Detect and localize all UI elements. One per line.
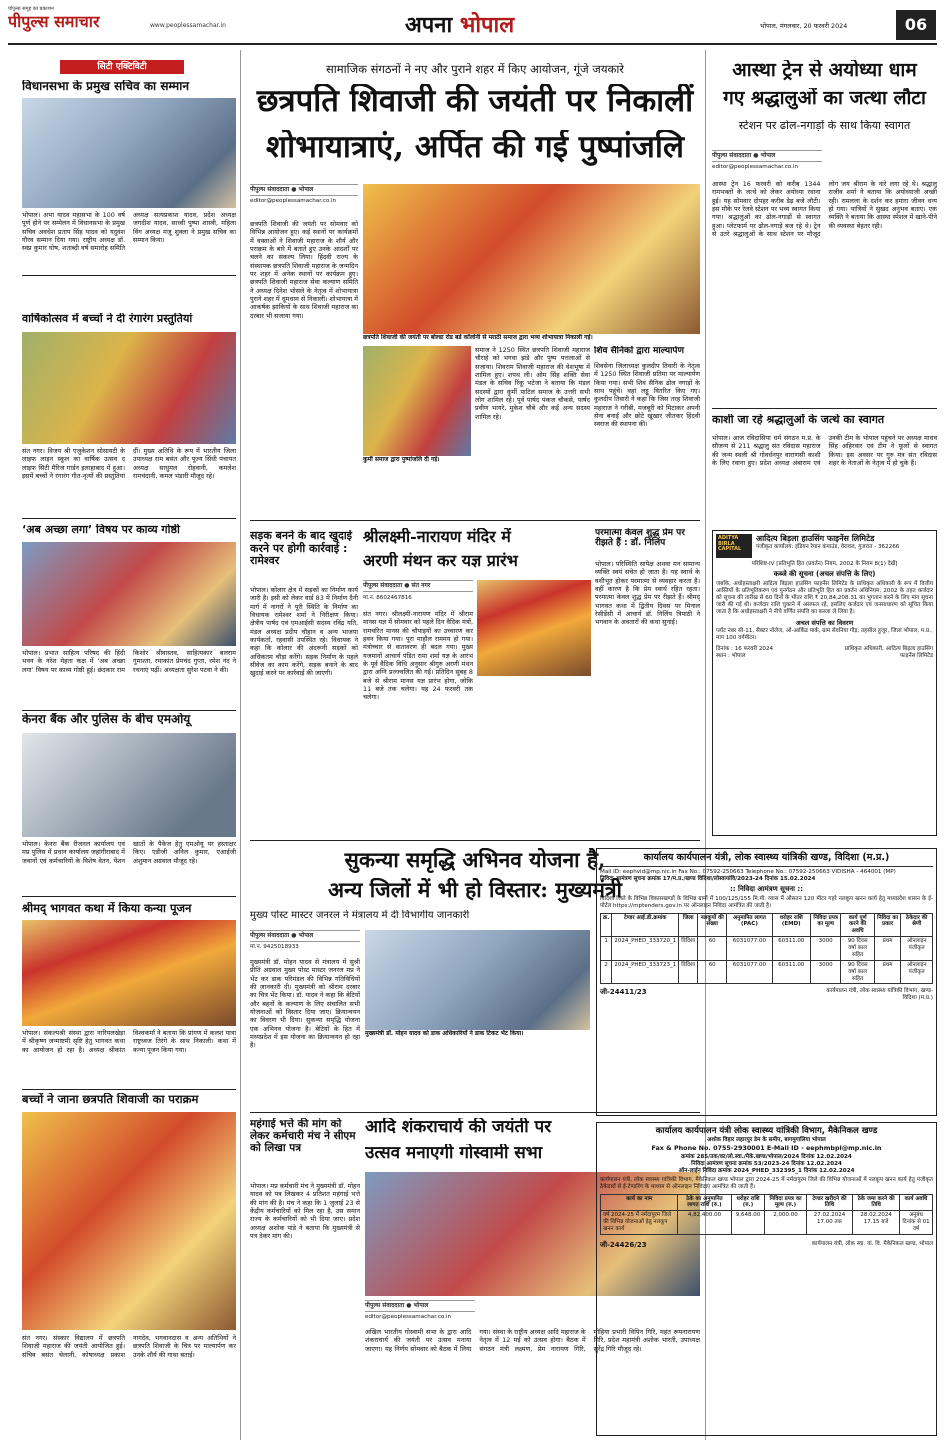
ayodhya-email[interactable]: editor@peoplessamachar.co.in <box>712 164 799 170</box>
col-header: कार्य का नाम <box>601 1194 678 1211</box>
col-header: नलकूपों की संख्या <box>698 913 727 937</box>
col-header: कार्य अवधि <box>899 1194 932 1211</box>
story1-headline: विधानसभा के प्रमुख सचिव का सम्मान <box>22 80 189 93</box>
mech-office: कार्यालय कार्यपालन यंत्री लोक स्वास्थ्य यांत्रिकी विभाग, मैकेनिकल खण्ड <box>655 1126 878 1136</box>
vidisha-tender-notice <box>596 848 937 1116</box>
sukanya-headline-line2: अन्य जिलों में भी हो विस्तार: मुख्यमंत्री <box>328 878 622 902</box>
vidisha-tender-table <box>600 913 933 985</box>
notice-date: दिनांक : 16 फरवरी 2024 <box>716 645 774 652</box>
mechanical-tender-notice <box>596 1122 937 1436</box>
story5-text: भोपाल। संकल्पश्री संस्था द्वारा नारियलखेड़ा में श्रीकृष्ण जन्माष्टमी सृष्टि हेतु भागवत कथा का आयोजन हो रहा है। अध्यक्ष श्रीकांत विश्वकर्मा ने बताया कि प्रांगण में कलश यात्रा राष्ट्रध्वज तिरंगे के साथ निकाली। कथा में कन्या पूजन किया गया। <box>22 1029 236 1054</box>
story6-headline: बच्चों ने जाना छत्रपति शिवाजी का पराक्रम <box>22 1093 199 1106</box>
kashi-headline: काशी जा रहे श्रद्धालुओं के जत्थे का स्वागत <box>712 414 885 426</box>
mech-ref2: निविदा आमंत्रण सूचना क्रमांक 53/2023-24 दिनांक 12.02.2024 <box>691 1160 842 1167</box>
vidisha-contact: Mail ID: eephvid@mp.nic.in Fax No.: 07592-250663 Telephone No.: 07592-250663 VIDISHA - 464001 (MP) <box>600 868 896 875</box>
vidisha-office: कार्यालय कार्यपालन यंत्री, लोक स्वास्थ्य यांत्रिकी खण्ड, विदिशा (म.प्र.) <box>600 852 933 867</box>
arni-mobile: मो.नं. 8602467816 <box>363 595 412 601</box>
vidisha-notice-no: निविदा आमंत्रण सूचना क्रमांक 17/म.प्र./खण्ड विदिशा/लोस्वायांवि/2023-24 दिनांक 15.02.2024 <box>600 875 816 882</box>
mahangai-text: भोपाल। मप्र कर्मचारी मंच ने मुख्यमंत्री डॉ. मोहन यादव को पत्र लिखकर 4 प्रतिशत महंगाई भत्ते की मांग की है। मंच ने कहा कि 1 जुलाई 23 से केंद्रीय कर्मचारियों को मिल रहा है, उस समान राज्य के कर्मचारियों को भी दिया जाए। प्रदेश अध्यक्ष अशोक पांडे ने बताया कि मुख्यमंत्री से पत्र देकर मांग की। <box>250 1182 360 1240</box>
road-headline: सड़क बनने के बाद खुदाई करने पर होगी कार्रवाई : रामेश्वर <box>250 530 353 568</box>
vidisha-footer-ref: जी-24411/23 <box>600 988 647 997</box>
sukanya-headline-line1: सुकन्या समृद्धि अभिनव योजना है, <box>344 848 606 872</box>
shankaracharya-headline-line1: आदि शंकराचार्य की जयंती पर <box>365 1118 552 1137</box>
story4-text: भोपाल। केनरा बैंक रीजनल कार्यालय एवं मप्र पुलिस में प्रधान कार्यालय जहांगीराबाद में जवानों एवं कर्मचारियों के विशेष वेतन, पेंशन खातों के पैकेज हेतु एमओयू पर हस्ताक्षर किए। एडीजी अनिल कुमार, एआईजी अंशुमान अग्रवाल मौजूद रहे। <box>22 840 236 865</box>
sukanya-text: मुख्यमंत्री डॉ. मोहन यादव से मंत्रालय में सुश्री प्रीति अग्रवाल मुख्य पोस्ट मास्टर जनरल मप्र ने भेंट कर डाक परिमंडल की विभिन्न गतिविधियों की जानकारी दी। मुख्यमंत्री को श्रीराम दरबार का चित्र भेंट किया। डॉ. यादव ने कहा कि बेटियों और बहनों के कल्याण के लिए संचालित सभी योजनाओं को विस्तार दिया जाए। क्रियान्वयन का विवरण भी दिया। सुकन्या समृद्धि योजना एक अभिनव योजना है। बेटियों के हित में मध्यप्रदेश में इस योजना का क्रियान्वयन हो रहा है। <box>250 958 360 1050</box>
col-header: अनुमानित लागत (PAC) <box>727 913 773 937</box>
col-header: ठेके का अनुमानित लागत राशि (रु.) <box>678 1194 731 1211</box>
mahangai-headline: महंगाई भत्ते की मांग को लेकर कर्मचारी मंच ने सीएम को लिखा पत्र <box>250 1118 356 1155</box>
road-text: भोपाल। कोलार क्षेत्र में सड़कों का निर्माण कार्य जारी है। इसी को लेकर वार्ड 83 में निर्माण दैनी मार्ग में नागरों ने पूरी स्थिति के निर्माण का विधायक रामेश्वर शर्मा ने निरीक्षण किया। क्षेत्रीय पार्षद एवं एमआईसी सदस्य रविंद्र यति, मंडल अध्यक्ष प्रदीप चौहान व अन्य भाजपा कार्यकर्ता, रहवासी उपस्थित रहे। विधायक ने कहा कि कोलार की अंदरूनी सड़कों को अधिकतम चौड़ा करेंगे। सड़क निर्माण के पहले सीवेज का काम करेंगे, सड़क बनाने के बाद खुदाई करने पर कार्रवाई की जाएगी। <box>250 586 358 678</box>
notice-subheading: परिशिष्ट-IV [प्रतिभूति हित (प्रवर्तन) नियम, 2002 के नियम 8(1) देखें] <box>751 561 898 567</box>
ayodhya-byline: पीपुल्स संवाददाता ● भोपाल <box>712 150 822 162</box>
story6-photo <box>22 1112 236 1330</box>
lead-byline: पीपुल्स संवाददाता ● भोपाल <box>250 184 358 196</box>
lead-headline-line1: छत्रपति शिवाजी की जयंती पर निकालीं <box>256 84 694 119</box>
col-header: निविदा प्रपत्र का मूल्य (रु.) <box>765 1194 806 1211</box>
col-header: टेण्डर खरीदने की तिथि <box>806 1194 853 1211</box>
sukanya-byline: पीपुल्स संवाददाता ● भोपाल <box>250 930 360 942</box>
dateline: भोपाल, मंगलवार, 20 फरवरी 2024 <box>760 22 848 30</box>
shankaracharya-text: अखिल भारतीय गोस्वामी सभा के द्वारा आदि शंकराचार्य की जयंती पर उत्सव मनाया जाएगा। यह निर्णय सोमवार को बैठक में लिया गया। संस्था के राष्ट्रीय अध्यक्ष आदि महाराज के नेतृत्व में 12 मई को उत्सव होगा। बैठक में संगठन मंत्री लक्ष्मण, प्रेम नारायण गिरि, मोहिया प्रभारी विपिन गिरि, महंत रूपनारायण गिरि, प्रदेश महामंत्री अशोक भारती, उपाध्यक्ष सुरेंद्र गिरि मौजूद रहे। <box>365 1328 700 1353</box>
aditya-birla-logo: ADITYA BIRLA CAPITAL <box>716 534 752 558</box>
shiv-sainik-text: शिवसेना जिलाध्यक्ष कुलदीप तिवारी के नेतृत्व में 1250 स्थित शिवाजी प्रतिमा पर माल्यार्पण किया गया। सभी शिव सैनिक ढोल नगाड़ों के साथ पहुंचे। वहां लड्डू वितरित किए गए। कुलदीप तिवारी ने कहा कि जिस तरह शिवाजी महाराज ने गरीबी, मजबूरी को मिटाकर अपनी सेना बनाई और छोटे खूंखार जीतकर हिंदवी स्वराज की स्थापना की। <box>594 362 700 429</box>
lead-photo-caption: छत्रपति शिवाजी की जयंती पर बोल्डा रोड बर्ड कॉलोनी से मराठी समाज द्वारा भव्य शोभायात्रा निकाली गई। <box>363 334 700 344</box>
story3-photo <box>22 542 236 646</box>
mech-contact[interactable]: Fax & Phone No. 0755-2930001 E-Mail ID - eephmbpl@mp.nic.in <box>651 1143 882 1152</box>
mech-address: अशोक विहार लहारपुर डेम के समीप, बागमुगालिया भोपाल <box>707 1136 826 1143</box>
paper-logo: पीपुल्स समूह का प्रकाशन पीपुल्स समाचार <box>8 6 100 32</box>
ayodhya-headline-line1: आस्था ट्रेन से अयोध्या धाम <box>732 60 917 81</box>
col-header: धरोहर राशि (EMD) <box>772 913 810 937</box>
sukanya-mobile: मो.नं. 9425018933 <box>250 944 299 950</box>
shiv-sainik-headline: शिव सैनिकों द्वारा माल्यार्पण <box>594 346 685 356</box>
mech-ref3: ऑन-लाईन निविदा क्रमांक 2024_PHED_332395_1 दिनांक 12.02.2024 <box>678 1167 855 1174</box>
story3-headline: ‘अब अच्छा लगा’ विषय पर काव्य गोष्ठी <box>22 524 180 536</box>
lead-text: छत्रपति शिवाजी की जयंती पर सोमवार को विभिन्न आयोजन हुए। कई स्थानों पर कार्यक्रमों में वक्ताओं ने शिवाजी महाराज के शौर्य और पराक्रम के बारे में बताते हुए उनके आदर्शों पर चलने का संकल्प लिया। हिंदवी राज्य के संस्थापक छत्रपति शिवाजी महाराज के जन्मदिन पर शहर में अनेक स्थानों पर कार्यक्रम हुए। छत्रपति शिवाजी महाराज सेवा कल्याण समिति ने अध्यक्ष दिनेश भोसले के नेतृत्व में शोभायात्रा पुराने शहर में धूमधाम से निकाली। शोभायात्रा में आकर्षक झांकियों के साथ शिवाजी महाराज का दरबार भी सजाया गया। <box>250 220 358 320</box>
lead-headline-line2: शोभायात्राएं, अर्पित की गई पुष्पांजलि <box>266 130 684 165</box>
registered-office: पंजीकृत कार्यालय: इंडियन रेयान कंपाउंड, वेरावल, गुजरात - 362266 <box>756 544 900 550</box>
lead-email[interactable]: editor@peoplessamachar.co.in <box>250 198 337 204</box>
story2-headline: वार्षिकोत्सव में बच्चों ने दी रंगारंग प्रस्तुतियां <box>22 313 193 325</box>
arni-byline: पीपुल्स संवाददाता ● संत नगर <box>363 580 473 592</box>
arni-photo <box>477 580 591 676</box>
col-header: ठेके जमा करने की तिथि <box>853 1194 900 1211</box>
arni-text: संत नगर। श्रीलक्ष्मी-नारायण मंदिर में श्रीराम मानस यज्ञ में सोमवार को पहले दिन वैदिक मंत्रों, रामचरित मानस की चौपाइयों का उच्चारण कर हवन किया गया। पूरा माहौल राममय हो गया। मंत्रोच्चार से वातावरण ही बदल गया। मुख्य यजमानों आचार्य पंडित रामा शर्मा यज्ञ के आरंभ के पूर्व वैदिक विधि अनुसार श्रीगुरु अरणी मंथन द्वारा अग्नि प्रज्ज्वलित की गई। प्रतिदिन सुबह 8 बजे से श्रीराम मानस यज्ञ प्रारंभ होगा, जोकि 11 बजे तक चलेगा। यह 24 फरवरी तक चलेगा। <box>363 610 473 702</box>
vidisha-intro: विदिशा जिले के विभिन्न विकासखण्डों के विभिन्न ग्रामों में 100/125/155 मि.मी. व्यास में औसतन 120 मीटर गहरे नलकूप खनन कार्य हेतु मध्यप्रदेश शासन के ई-पोर्टल https://mptenders.gov.in पर ऑनलाइन निविदा आमंत्रित की जाती है। <box>600 895 933 909</box>
table-row: 1 2024_PHED_333720_1 विदिशा 60 6031077.00 60311.00 3000 90 दिवस वर्षा काल सहित प्रथम ऑनलाइन पंजीकृत <box>601 937 933 961</box>
arni-headline-line1: श्रीलक्ष्मी-नारायण मंदिर में <box>363 528 511 546</box>
table-row: 2 2024_PHED_333723_1 विदिशा 60 6031077.00 60311.00 3000 90 दिवस वर्षा काल सहित प्रथम ऑनलाइन पंजीकृत <box>601 960 933 984</box>
shankaracharya-byline: पीपुल्स संवाददाता ● भोपाल <box>365 1300 475 1312</box>
col-header: निविदा का प्रकार <box>874 913 900 937</box>
mech-footer-ref: जी-24426/23 <box>600 1240 647 1249</box>
story4-photo <box>22 733 236 837</box>
col-header: कार्य पूर्ण करने की अवधि <box>841 913 874 937</box>
section-title: अपना भोपाल <box>405 12 515 38</box>
shankaracharya-headline-line2: उत्सव मनाएगी गोस्वामी सभा <box>365 1144 543 1163</box>
col-header: ठेकेदार की श्रेणी <box>901 913 933 937</box>
page-number: 06 <box>896 10 936 40</box>
story5-headline: श्रीमद् भागवत कथा में किया कन्या पूजन <box>22 902 192 915</box>
property-text: प्लॉट नंबर सी-11, सैक्टर नॉलेज, ओ-आर्किड पार्क, ग्राम सेवनिया गौड़, तहसील हुजूर, जिला भोपाल, म.प्र., माप 100 वर्गमीटर। <box>716 627 933 641</box>
table-row: वर्ष 2024-25 में नर्मदापुरम जिले की विभिन्न योजनाओं हेतु नलकूप खनन कार्य 4,82,400.00 9,648.00 2,000.00 27.02.2024 17.00 तक 28.02.2024 17.15 बजे अनुबंध दिनांक से 01 वर्ष <box>601 1211 933 1235</box>
vidisha-signatory: कार्यपालन यंत्री, लोक स्वास्थ्य यांत्रिकी विभाग, खण्ड-विदिशा (म.प्र.) <box>826 988 933 1002</box>
notice-text: जबकि, अधोहस्ताक्षरी आदित्य बिड़ला हाउसिंग फाइनेंस लिमिटेड के प्राधिकृत अधिकारी के रूप में वित्तीय आस्तियों के प्रतिभूतिकरण एवं पुनर्गठन और प्रतिभूति हित का प्रवर्तन अधिनियम, 2002 के तहत कर्जदार को सूचना की तारीख से 60 दिनों के भीतर राशि ₹ 20,84,208.31 का भुगतान करने के लिए मांग सूचना जारी की गई थी। कर्जदार राशि चुकाने में असफल रहे, इसलिए कर्जदार एवं जनसाधारण को सूचित किया जाता है कि अधोहस्ताक्षरी ने नीचे वर्णित संपत्ति का कब्जा ले लिया है। <box>716 580 933 615</box>
lead-text2: समाज ने 1250 स्थित छत्रपति शिवाजी महाराज चौराहे को भगवा झंडे और पुष्प पत्तलाओं से सजाया। शिवराम शिवाजी महाराज की वेशभूषा में शामिल हुए। शपथ ली। ओम सिंह शक्ति सेवा मंडल के सचिव रिंकू भटेजा ने बताया कि मंडल सदस्यों द्वारा कुर्मी पाटिल समाज के उत्तरी सभी लोग शामिल रहे। पूर्व पार्षद पंकज चौकसे, पार्षद प्रवीण भायरे, मुकेश चौबे और कई अन्य सदस्य शामिल रहे। <box>475 346 590 421</box>
city-activity-tag: सिटी एक्टिविटी <box>60 60 184 74</box>
ayodhya-headline-line2: गए श्रद्धालुओं का जत्था लौटा <box>723 88 926 109</box>
aditya-birla-notice <box>712 530 937 836</box>
niliph-text: भोपाल। परिस्थिति सापेक्ष अथवा मन सामान्य व्यक्ति स्वयं सचेत हो जाता है। यह स्वार्थ के वशीभूत होकर परमात्मा से व्यवहार करता है। वहीं कारण है कि प्रेम स्वार्थ रहित रहता। परमात्मा केवल शुद्ध प्रेम पर रीझते हैं। श्रीमद् भागवत कथा में द्वितीय दिवस पर मिनाल रेसीडेंसी में आचार्य डॉ. निलिंप त्रिपाठी ने भगवान के अवतारों की कथा सुनाई। <box>595 560 700 627</box>
story4-headline: केनरा बैंक और पुलिस के बीच एमओयू <box>22 713 191 726</box>
sukanya-subhead: मुख्य पोस्ट मास्टर जनरल ने मंत्रालय में दी विभागीय जानकारी <box>250 910 470 921</box>
lead-inset-caption: कुर्मी समाज द्वारा पुष्पांजलि दी गई। <box>363 456 471 466</box>
sukanya-photo-caption: मुख्यमंत्री डॉ. मोहन यादव को डाक अधिकारियों ने डाक टिकट भेंट किया। <box>365 1030 590 1040</box>
mech-signatory: कार्यपालन यंत्री, लोक स्वा. यां. वि. मैकेनिकल खण्ड, भोपाल <box>811 1240 933 1247</box>
lead-inset-photo <box>363 346 471 456</box>
notice-heading: कब्जे की सूचना (अचल संपत्ति के लिए) <box>773 569 876 578</box>
sukanya-photo <box>365 930 590 1030</box>
shankaracharya-email[interactable]: editor@peoplessamachar.co.in <box>365 1314 452 1320</box>
notice-signatory: प्राधिकृत अधिकारी, आदित्य बिड़ला हाउसिंग फाइनेंस लिमिटेड <box>844 645 933 659</box>
col-header: धरोहर राशि (रु.) <box>731 1194 765 1211</box>
mech-ref1: क्रमांक 285/तक/का/लो.स्वा./मैके.खण्ड/भोपाल/2024 दिनांक 12.02.2024 <box>681 1153 852 1160</box>
lead-photo <box>363 184 700 334</box>
ayodhya-text: आस्था ट्रेन 16 फरवरी को करीब 1344 रामभक्तों के जत्थे को लेकर अयोध्या रवाना हुई। यह सोमवार दोपहर करीब डेढ़ बजे लौटी। इस मौके पर रेलवे स्टेशन पर भव्य स्वागत किया गया। श्रद्धालुओं का ढोल-नगाड़ों से स्वागत हुआ। प्लेटफार्म पर ढोल-नगाड़े बज रहे थे। ट्रेन से उतरे श्रद्धालुओं के साथ स्टेशन पर मौजूद लोग जय श्रीराम के नारे लगा रहे थे। श्रद्धालु राजीव शर्मा ने बताया कि अयोध्याजी अच्छी रही। रामलला के दर्शन कर हमारा जीवन धन्य हो गया। यात्रियों ने सुखद अनुभव बताए। एक व्यक्ति ने बताया कि आस्था स्पेशल में खाने-पीने की व्यवस्था बेहतर रही। <box>712 180 937 238</box>
story6-text: संत नगर। संस्कार विद्यालय में छत्रपति शिवाजी महाराज की जयंती आयोजित हुई। संचिव बसंत चेलानी, कोषाध्यक्ष प्रकाश नागदेव, भगवानदास व अन्य अतिथियों ने छत्रपति शिवाजी के चित्र पर माल्यार्पण कर उनके शौर्य की गाथा बताई। <box>22 1334 236 1359</box>
company-name: आदित्य बिड़ला हाउसिंग फाइनेंस लिमिटेड <box>756 534 875 543</box>
col-header: निविदा प्रपत्र का मूल्य <box>810 913 841 937</box>
mech-intro: कार्यपालन यंत्री, लोक स्वास्थ्य यांत्रिकी विभाग, मैकेनिकल खण्ड भोपाल द्वारा 2024-25 में नर्मदापुरम जिले की विभिन्न योजनाओं में नलकूप खनन कार्य हेतु पंजीकृत ठेकेदारों से ई-टेण्डरिंग के माध्यम से ऑनलाइन निविदाएं आमंत्रित की जाती हैं। <box>600 1176 933 1190</box>
notice-place: स्थान : भोपाल <box>716 652 746 659</box>
website[interactable]: www.peoplessamachar.in <box>150 22 226 29</box>
kashi-text: भोपाल। आज रविदासिया धर्म संगठन म.प्र. के सौजन्य से 211 श्रद्धालु संत रविदास महाराज की जन्म स्थली श्री गोवर्धनपुर वाराणसी काशी के लिए रवाना हुए। प्रदेश अध्यक्ष अंबाराम एवं उनकी टीम के भोपाल पहुंचने पर अध्यक्ष माधव सिंह अहिरवार एवं टीम ने फूलों से स्वागत किया। इस अवसर पर गुरु मंत्र संत रविदास शहर के नेताओं के नेतृत्व में हो चुके हैं। <box>712 434 937 467</box>
ayodhya-subhead: स्टेशन पर ढोल-नगाड़ों के साथ किया स्वागत <box>738 120 911 132</box>
niliph-headline: परमात्मा केवल शुद्ध प्रेम पर रीझते हैं : डॉ. निलिंप <box>595 528 685 549</box>
col-header: क्र. <box>601 913 612 937</box>
story3-text: भोपाल। प्रभात साहित्य परिषद की हिंदी भवन के नरेश मेहता कक्ष में ‘अब अच्छा लगा’ विषय पर काव्य गोष्ठी हुई। छंदकार राम किशोर श्रीवास्तव, साहित्यकार बलराम गुमाश्ता, रमाकांत प्रेमचंद गुप्ता, रमेश नंद ने रचनाएं पढ़ीं। अध्यक्षता सुरेश पटवा ने की। <box>22 649 236 674</box>
story1-photo <box>22 98 236 208</box>
lead-kicker: सामाजिक संगठनों ने नए और पुराने शहर में किए आयोजन, गूंजे जयकारे <box>325 63 624 76</box>
story1-text: भोपाल। अभा यादव महासभा के 100 वर्ष पूर्ण होने पर सम्मेलन में विधानसभा के प्रमुख सचिव अवधेश प्रताप सिंह यादव को यदुवंश गौरव सम्मान दिया गया। राष्ट्रीय अध्यक्ष डॉ. स्वप्न कुमार घोष, शताब्दी वर्ष समारोह समिति अध्यक्ष सत्यप्रकाश यादव, प्रदेश अध्यक्ष जगदीश यादव, साध्वी पुष्पा शास्त्री, महिला विंग अध्यक्ष मंजू शुक्ला ने प्रमुख सचिव का सम्मान किया। <box>22 211 236 253</box>
property-heading: अचल संपत्ति का विवरण <box>795 618 854 627</box>
story5-photo <box>22 920 236 1026</box>
mech-tender-table <box>600 1194 933 1235</box>
vidisha-heading: :: निविदा आमंत्रण सूचना :: <box>729 884 804 893</box>
col-header: टेण्डर आई.डी.क्रमांक <box>612 913 679 937</box>
arni-headline-line2: अरणी मंथन कर यज्ञ प्रारंभ <box>363 552 518 570</box>
col-header: जिला <box>679 913 698 937</box>
story2-photo <box>22 332 236 444</box>
story2-text: संत नगर। विजय श्री एजुकेशन सोसायटी के लाइफ लाइन स्कूल का वार्षिक उत्सव द लाइफ सिटी मैरिज गार्डन इलाहाबाद में हुआ। इसमें बच्चों ने रंगारंग गीत-नृत्यों की प्रस्तुतियां दीं। मुख्य अतिथि के रूप में भारतीय जिला उपाध्यक्ष राम बसंत और पूज्य सिंधी पंचायत अध्यक्ष साधुमल रोहवानी, कमलेश रामचंदानी, कमल भंडारी मौजूद रहे। <box>22 447 236 480</box>
